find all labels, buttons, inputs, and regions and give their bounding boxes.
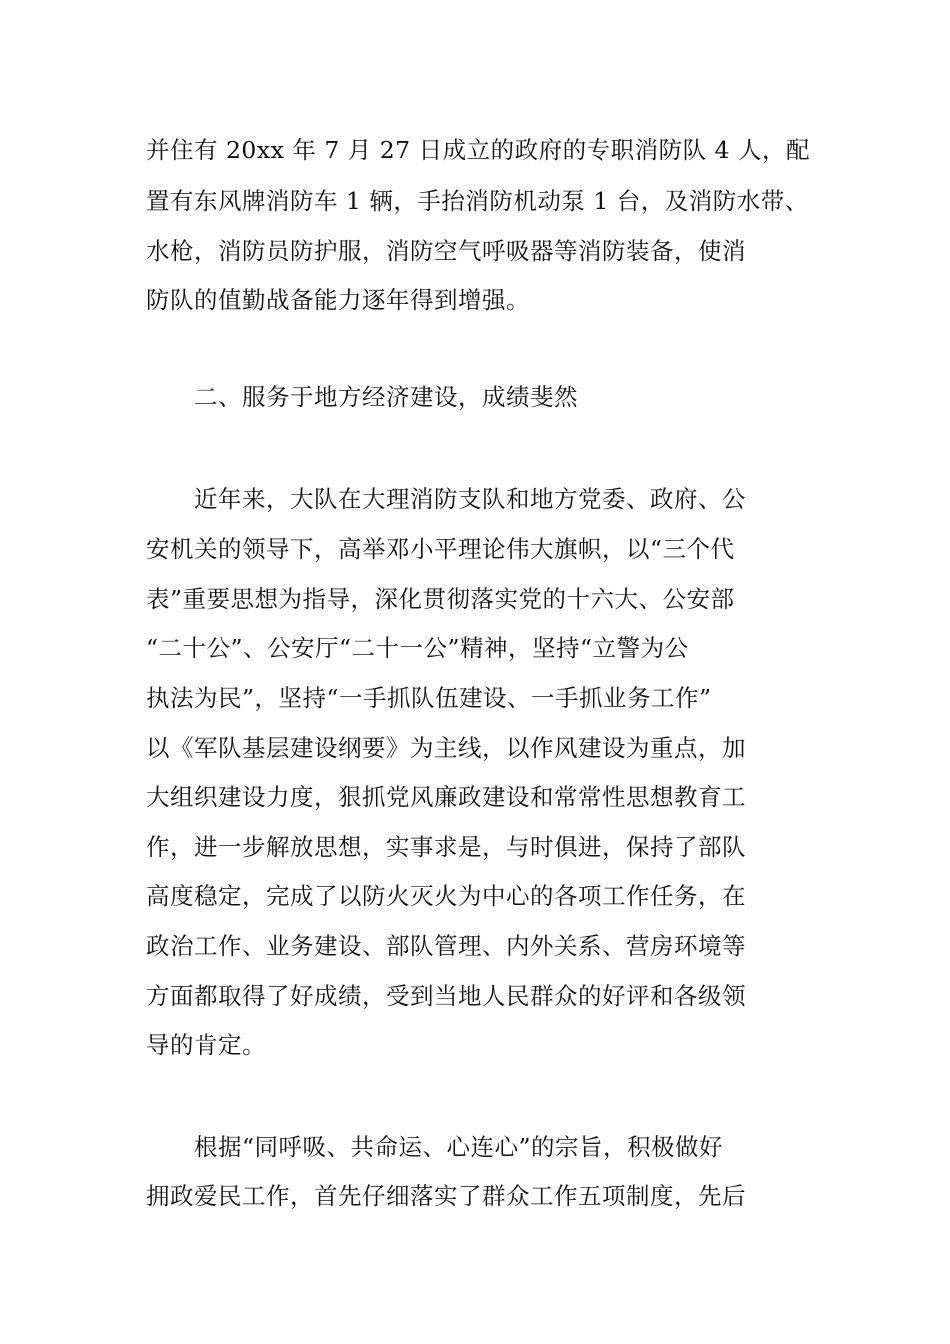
paragraph-1-line-4: 防队的值勤战备能力逐年得到增强。 <box>146 286 530 314</box>
paragraph-2-line-4: “二十公”、公安厅“二十一公”精神，坚持“立警为公 <box>146 634 689 662</box>
section-heading: 二、服务于地方经济建设，成绩斐然 <box>194 383 578 411</box>
paragraph-2-line-9: 高度稳定，完成了以防火灭火为中心的各项工作任务，在 <box>146 882 746 910</box>
paragraph-1-line-3: 水枪，消防员防护服，消防空气呼吸器等消防装备，使消 <box>146 237 746 265</box>
paragraph-1-line-2: 置有东风牌消防车 1 辆，手抬消防机动泵 1 台，及消防水带、 <box>146 187 809 215</box>
paragraph-2-line-5: 执法为民”，坚持“一手抓队伍建设、一手抓业务工作” <box>146 684 712 712</box>
paragraph-2-line-8: 作，进一步解放思想，实事求是，与时俱进，保持了部队 <box>146 833 746 861</box>
paragraph-1-line-1: 并住有 20xx 年 7 月 27 日成立的政府的专职消防队 4 人，配 <box>146 136 810 164</box>
paragraph-3-line-2: 拥政爱民工作，首先仔细落实了群众工作五项制度，先后 <box>146 1182 746 1210</box>
paragraph-2-line-2: 安机关的领导下，高举邓小平理论伟大旗帜，以“三个代 <box>146 535 735 563</box>
paragraph-2-line-7: 大组织建设力度，狠抓党风廉政建设和常常性思想教育工 <box>146 783 746 811</box>
paragraph-2-line-12: 导的肯定。 <box>146 1031 266 1059</box>
paragraph-2-line-3: 表”重要思想为指导，深化贯彻落实党的十六大、公安部 <box>146 585 735 613</box>
paragraph-2-line-10: 政治工作、业务建设、部队管理、内外关系、营房环境等 <box>146 932 746 960</box>
paragraph-2-line-6: 以《军队基层建设纲要》为主线，以作风建设为重点，加 <box>146 734 746 762</box>
paragraph-2-line-11: 方面都取得了好成绩，受到当地人民群众的好评和各级领 <box>146 982 746 1010</box>
paragraph-3-line-1: 根据“同呼吸、共命运、心连心”的宗旨，积极做好 <box>194 1133 724 1161</box>
paragraph-2-line-1: 近年来，大队在大理消防支队和地方党委、政府、公 <box>194 485 746 513</box>
